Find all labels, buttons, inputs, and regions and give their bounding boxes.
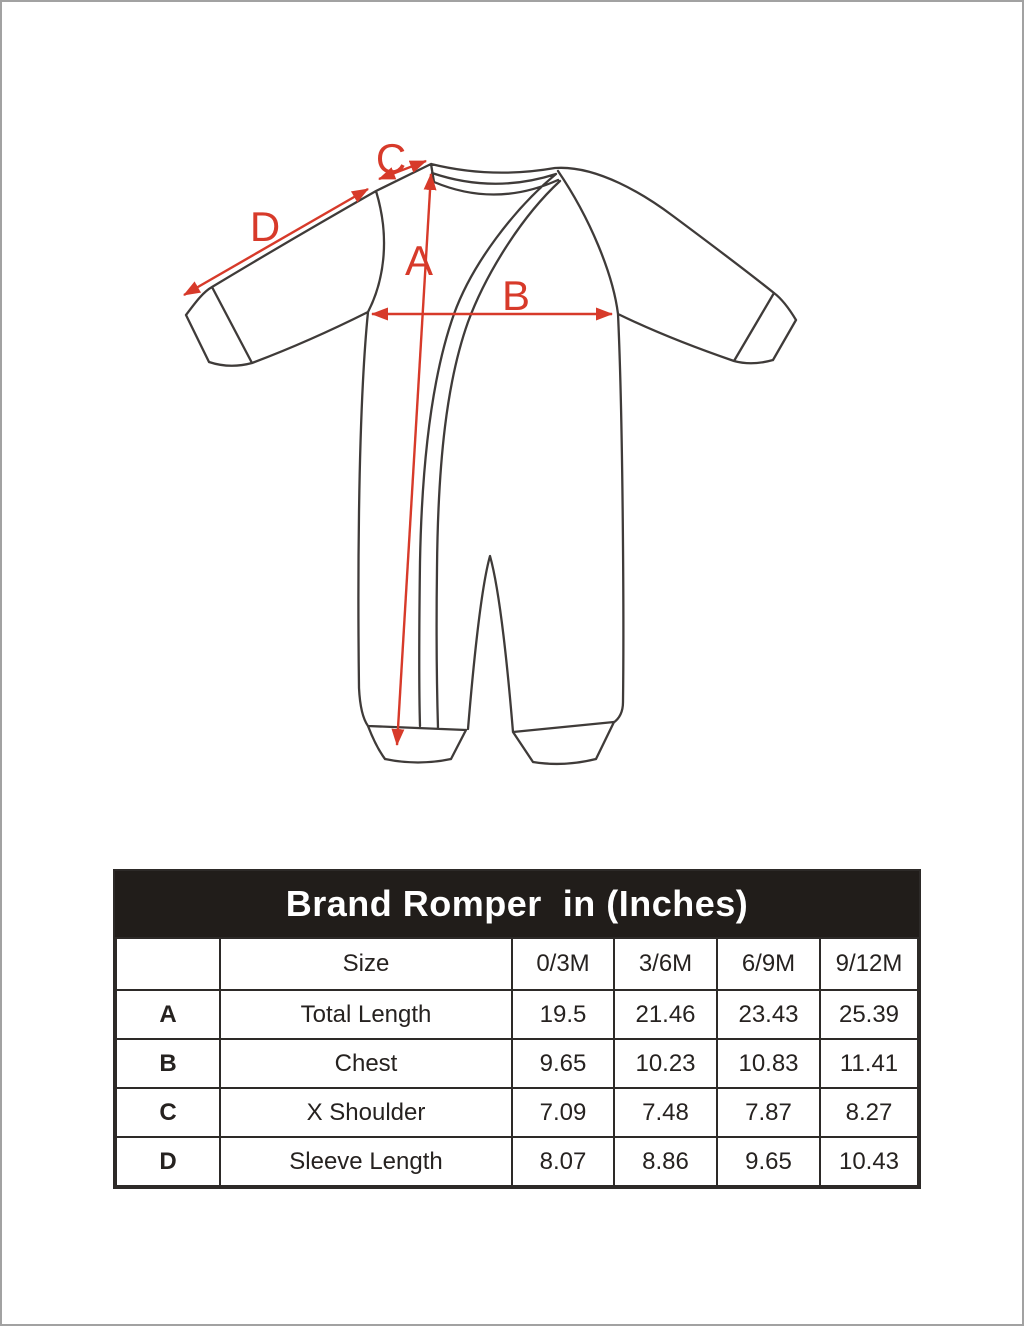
measurement-label-d: D [249, 203, 281, 250]
column-header: 0/3M [512, 938, 614, 990]
measurement-label-b: B [501, 272, 531, 319]
value-cell: 7.48 [614, 1088, 717, 1137]
value-cell: 8.07 [512, 1137, 614, 1186]
romper-outline [186, 164, 796, 764]
romper-diagram-svg [2, 2, 1024, 832]
value-cell: 19.5 [512, 990, 614, 1039]
size-chart [113, 869, 921, 1189]
table-row-sleeve-length [116, 1137, 918, 1186]
column-header: 6/9M [717, 938, 820, 990]
value-cell: 9.65 [717, 1137, 820, 1186]
value-cell: 10.43 [820, 1137, 918, 1186]
value-cell: 9.65 [512, 1039, 614, 1088]
value-cell: 11.41 [820, 1039, 918, 1088]
value-cell: 10.23 [614, 1039, 717, 1088]
row-label: Total Length [220, 990, 512, 1039]
value-cell: 8.86 [614, 1137, 717, 1186]
value-cell: 10.83 [717, 1039, 820, 1088]
measurement-label-c: C [375, 135, 407, 182]
table-row-chest [116, 1039, 918, 1088]
value-cell: 21.46 [614, 990, 717, 1039]
row-label: X Shoulder [220, 1088, 512, 1137]
value-cell: 23.43 [717, 990, 820, 1039]
value-cell: 7.09 [512, 1088, 614, 1137]
column-header: 3/6M [614, 938, 717, 990]
size-header-cell: Size [220, 938, 512, 990]
row-label: Sleeve Length [220, 1137, 512, 1186]
corner-cell [116, 938, 220, 990]
table-row-total-length [116, 990, 918, 1039]
measurement-label-a: A [404, 237, 434, 284]
value-cell: 8.27 [820, 1088, 918, 1137]
romper-measurement-diagram [2, 2, 1024, 832]
value-cell: 25.39 [820, 990, 918, 1039]
row-letter: C [116, 1088, 220, 1137]
row-letter: B [116, 1039, 220, 1088]
size-chart-title: Brand Romper in (Inches) [115, 871, 919, 937]
table-row-size [116, 938, 918, 990]
size-chart-table [115, 937, 919, 1187]
table-row-x-shoulder [116, 1088, 918, 1137]
value-cell: 7.87 [717, 1088, 820, 1137]
column-header: 9/12M [820, 938, 918, 990]
row-letter: D [116, 1137, 220, 1186]
row-letter: A [116, 990, 220, 1039]
row-label: Chest [220, 1039, 512, 1088]
